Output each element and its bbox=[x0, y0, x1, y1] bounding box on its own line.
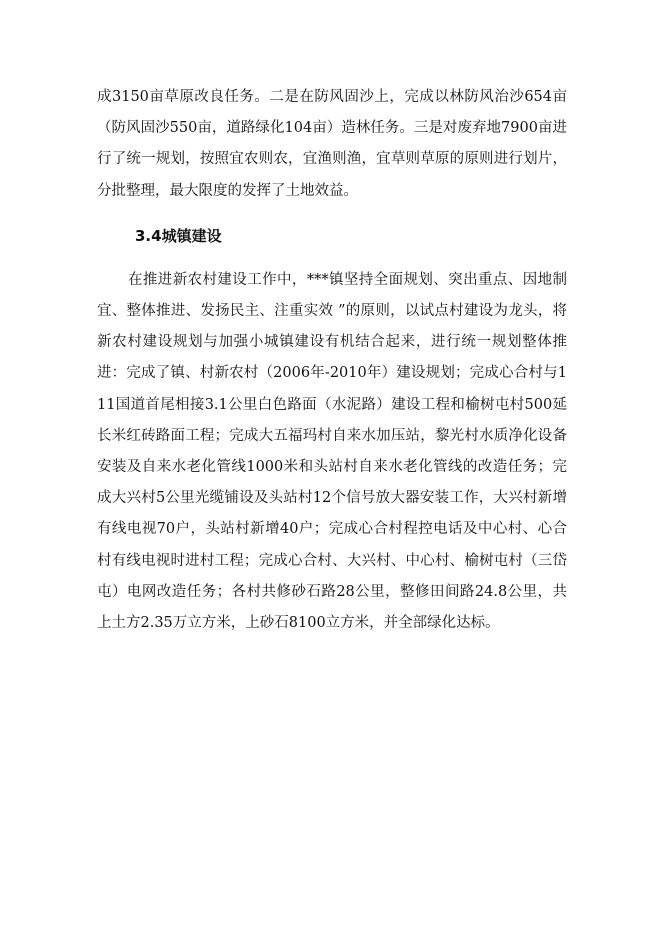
paragraph-land-improvement: 成3150亩草原改良任务。二是在防风固沙上，完成以林防风治沙654亩（防风固沙550亩，道路绿化104亩）造林任务。三是对废弃地7900亩进行了统一规划，按照宜农则农，宜渔则渔，宜草则草原的原则进行划片，分批整理，最大限度的发挥了土地效益。 bbox=[97, 89, 567, 199]
document-body bbox=[97, 82, 567, 639]
section-heading-town-construction: 3.4城镇建设 bbox=[135, 226, 222, 245]
paragraph-town-construction: 在推进新农村建设工作中，***镇坚持全面规划、突出重点、因地制宜、整体推进、发扬民主、注重实效 ”的原则，以试点村建设为龙头，将新农村建设规划与加强小城镇建设有机结合起来，进行统一规划整体推进：完成了镇、村新农村（2006年-2010年）建设规划；完成心合村与111国道首尾相接3.1公里白色路面（水泥路）建设工程和榆树屯村500延长米红砖路面工程；完成大五福玛村自来水加压站，黎光村水质净化设备安装及自来水老化管线1000米和头站村自来水老化管线的改造任务；完成大兴村5公里光缆铺设及头站村12个信号放大器安装工作，大兴村新增有线电视70户，头站村新增40户；完成心合村程控电话及中心村、心合村有线电视时进村工程；完成心合村、大兴村、中心村、榆树屯村（三岱屯）电网改造任务；各村共修砂石路28公里，整修田间路24.8公里，共上土方2.35万立方米，上砂石8100立方米，并全部绿化达标。 bbox=[97, 271, 567, 632]
